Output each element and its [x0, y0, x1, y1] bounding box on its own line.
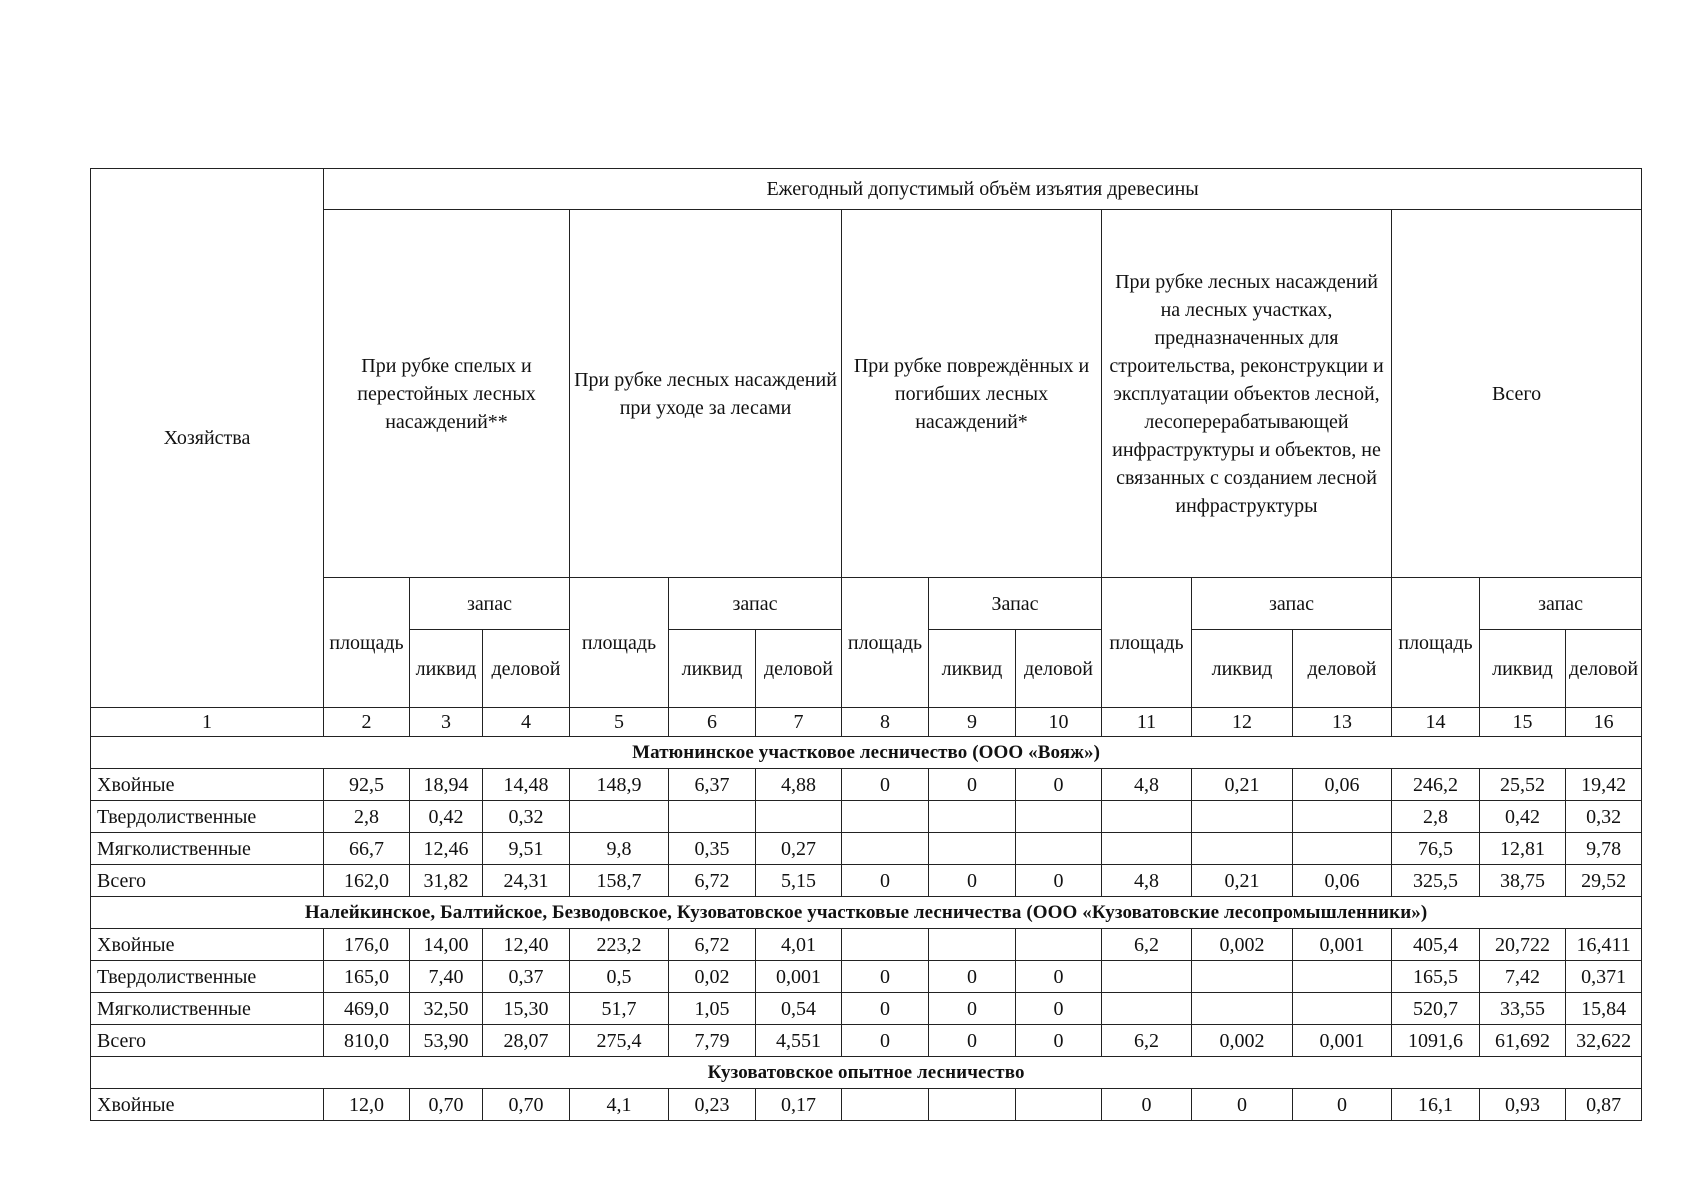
table-cell: 0,70 — [483, 1089, 570, 1121]
group-title-construction: При рубке лесных насаждений на лесных участках, предназначенных для строительства, реконструкции и эксплуатации объектов лесной, лесоперерабатывающей инфраструктуры и объектов, не связанных с созданием лесной инфраструктуры — [1102, 210, 1392, 578]
table-cell: 520,7 — [1392, 993, 1480, 1025]
table-cell: 0 — [842, 993, 929, 1025]
table-cell: 325,5 — [1392, 865, 1480, 897]
subheader-stock: запас — [1480, 578, 1642, 630]
table-cell: 7,40 — [410, 961, 483, 993]
table-cell: 0 — [1293, 1089, 1392, 1121]
table-cell: 275,4 — [570, 1025, 669, 1057]
table-cell: 4,551 — [756, 1025, 842, 1057]
table-cell — [1192, 801, 1293, 833]
table-cell — [1016, 833, 1102, 865]
table-cell: 6,37 — [669, 769, 756, 801]
table-cell: 4,8 — [1102, 769, 1192, 801]
subheader-area: площадь — [570, 578, 669, 708]
table-cell — [669, 801, 756, 833]
table-cell — [1102, 833, 1192, 865]
subheader-area: площадь — [1102, 578, 1192, 708]
table-cell: 0,5 — [570, 961, 669, 993]
table-cell — [1016, 929, 1102, 961]
species-label: Твердолиственные — [91, 961, 324, 993]
table-cell: 0 — [842, 865, 929, 897]
table-cell: 12,81 — [1480, 833, 1566, 865]
table-row — [91, 1089, 1642, 1121]
column-number: 7 — [756, 708, 842, 737]
subheader-business: деловой — [1016, 630, 1102, 708]
table-cell: 25,52 — [1480, 769, 1566, 801]
species-label: Хвойные — [91, 1089, 324, 1121]
table-cell: 405,4 — [1392, 929, 1480, 961]
species-label: Всего — [91, 1025, 324, 1057]
table-cell — [929, 1089, 1016, 1121]
column-number: 9 — [929, 708, 1016, 737]
table-cell: 24,31 — [483, 865, 570, 897]
table-cell: 148,9 — [570, 769, 669, 801]
column-number: 1 — [91, 708, 324, 737]
table-cell: 0 — [1192, 1089, 1293, 1121]
column-number: 8 — [842, 708, 929, 737]
table-cell: 18,94 — [410, 769, 483, 801]
table-cell: 38,75 — [1480, 865, 1566, 897]
table-row — [91, 1025, 1642, 1057]
subheader-liquid: ликвид — [669, 630, 756, 708]
table-cell: 15,84 — [1566, 993, 1642, 1025]
subheader-area: площадь — [842, 578, 929, 708]
table-cell — [1293, 961, 1392, 993]
table-cell: 14,48 — [483, 769, 570, 801]
table-cell — [1102, 993, 1192, 1025]
table-cell: 0,002 — [1192, 1025, 1293, 1057]
table-cell: 92,5 — [324, 769, 410, 801]
table-cell: 4,88 — [756, 769, 842, 801]
table-cell: 0 — [929, 1025, 1016, 1057]
table-cell: 0 — [929, 961, 1016, 993]
table-cell: 810,0 — [324, 1025, 410, 1057]
subheader-business: деловой — [1293, 630, 1392, 708]
column-number: 11 — [1102, 708, 1192, 737]
table-cell: 14,00 — [410, 929, 483, 961]
group-title-mature: При рубке спелых и перестойных лесных насаждений** — [324, 210, 570, 578]
table-cell: 29,52 — [1566, 865, 1642, 897]
table-cell: 469,0 — [324, 993, 410, 1025]
table-cell: 7,79 — [669, 1025, 756, 1057]
table-cell: 12,0 — [324, 1089, 410, 1121]
table-cell: 61,692 — [1480, 1025, 1566, 1057]
table-row — [91, 993, 1642, 1025]
table-cell: 5,15 — [756, 865, 842, 897]
table-cell: 53,90 — [410, 1025, 483, 1057]
table-cell: 2,8 — [324, 801, 410, 833]
table-cell: 19,42 — [1566, 769, 1642, 801]
table-cell: 162,0 — [324, 865, 410, 897]
table-cell: 0 — [1016, 961, 1102, 993]
table-cell: 1091,6 — [1392, 1025, 1480, 1057]
subheader-liquid: ликвид — [1480, 630, 1566, 708]
table-cell: 0,32 — [1566, 801, 1642, 833]
table-cell: 0 — [842, 769, 929, 801]
table-row — [91, 961, 1642, 993]
table-cell — [1293, 833, 1392, 865]
table-cell — [1293, 801, 1392, 833]
table-cell: 0 — [929, 769, 1016, 801]
section-title: Кузоватовское опытное лесничество — [91, 1057, 1642, 1089]
species-label: Хвойные — [91, 929, 324, 961]
section-row — [91, 1057, 1642, 1089]
table-cell: 0,21 — [1192, 769, 1293, 801]
group-title-care: При рубке лесных насаждений при уходе за лесами — [570, 210, 842, 578]
column-number: 2 — [324, 708, 410, 737]
section-row — [91, 737, 1642, 769]
subheader-area: площадь — [324, 578, 410, 708]
table-cell — [842, 1089, 929, 1121]
table-row — [91, 833, 1642, 865]
table-cell — [842, 833, 929, 865]
table-cell: 165,5 — [1392, 961, 1480, 993]
table-cell: 31,82 — [410, 865, 483, 897]
table-cell: 4,1 — [570, 1089, 669, 1121]
table-cell: 33,55 — [1480, 993, 1566, 1025]
table-cell — [929, 833, 1016, 865]
table-cell: 0,002 — [1192, 929, 1293, 961]
table-cell: 16,1 — [1392, 1089, 1480, 1121]
subheader-business: деловой — [483, 630, 570, 708]
table-cell: 0,371 — [1566, 961, 1642, 993]
table-cell: 0 — [929, 865, 1016, 897]
table-cell: 6,2 — [1102, 1025, 1192, 1057]
subheader-stock: запас — [669, 578, 842, 630]
table-cell — [929, 801, 1016, 833]
table-cell: 0 — [1102, 1089, 1192, 1121]
table-cell — [1192, 993, 1293, 1025]
table-cell: 6,72 — [669, 929, 756, 961]
table-cell: 0,17 — [756, 1089, 842, 1121]
table-cell: 0 — [929, 993, 1016, 1025]
table-cell: 4,01 — [756, 929, 842, 961]
subheader-liquid: ликвид — [410, 630, 483, 708]
table-row — [91, 801, 1642, 833]
table-cell: 0,93 — [1480, 1089, 1566, 1121]
table-cell — [570, 801, 669, 833]
table-cell: 176,0 — [324, 929, 410, 961]
table-cell: 0,35 — [669, 833, 756, 865]
table-cell — [756, 801, 842, 833]
table-cell: 9,78 — [1566, 833, 1642, 865]
table-cell: 0,001 — [1293, 929, 1392, 961]
section-title: Налейкинское, Балтийское, Безводовское, Кузоватовское участковые лесничества (ООО «Кузоватовские лесопромышленники») — [91, 897, 1642, 929]
column-number: 3 — [410, 708, 483, 737]
subheader-liquid: ликвид — [1192, 630, 1293, 708]
table-cell: 51,7 — [570, 993, 669, 1025]
table-cell: 66,7 — [324, 833, 410, 865]
table-cell: 9,51 — [483, 833, 570, 865]
subheader-business: деловой — [756, 630, 842, 708]
table-cell: 0,37 — [483, 961, 570, 993]
table-cell — [1192, 961, 1293, 993]
species-label: Всего — [91, 865, 324, 897]
table-cell — [929, 929, 1016, 961]
species-label: Хвойные — [91, 769, 324, 801]
table-cell — [1016, 801, 1102, 833]
table-cell: 32,50 — [410, 993, 483, 1025]
subheader-stock: запас — [1192, 578, 1392, 630]
table-cell — [1102, 801, 1192, 833]
table-cell: 6,72 — [669, 865, 756, 897]
table-cell: 0 — [1016, 769, 1102, 801]
subheader-area: площадь — [1392, 578, 1480, 708]
group-title-damaged: При рубке повреждённых и погибших лесных насаждений* — [842, 210, 1102, 578]
group-title-total: Всего — [1392, 210, 1642, 578]
table-cell: 165,0 — [324, 961, 410, 993]
table-cell: 0,06 — [1293, 769, 1392, 801]
table-cell — [1293, 993, 1392, 1025]
table-cell: 158,7 — [570, 865, 669, 897]
table-cell: 12,46 — [410, 833, 483, 865]
table-cell: 0,27 — [756, 833, 842, 865]
subheader-stock: запас — [410, 578, 570, 630]
table-cell: 246,2 — [1392, 769, 1480, 801]
table-cell: 223,2 — [570, 929, 669, 961]
section-title: Матюнинское участковое лесничество (ООО «Вояж») — [91, 737, 1642, 769]
table-cell: 2,8 — [1392, 801, 1480, 833]
forest-harvest-table — [90, 168, 1642, 1121]
table-cell: 15,30 — [483, 993, 570, 1025]
column-number: 10 — [1016, 708, 1102, 737]
table-cell — [1016, 1089, 1102, 1121]
table-cell: 16,411 — [1566, 929, 1642, 961]
main-title: Ежегодный допустимый объём изъятия древесины — [324, 169, 1642, 210]
table-cell: 0,23 — [669, 1089, 756, 1121]
table-cell: 28,07 — [483, 1025, 570, 1057]
table-cell: 0,001 — [756, 961, 842, 993]
table-row — [91, 769, 1642, 801]
subheader-business: деловой — [1566, 630, 1642, 708]
column-number: 13 — [1293, 708, 1392, 737]
table-cell: 1,05 — [669, 993, 756, 1025]
table-cell — [842, 801, 929, 833]
column-number-row — [91, 708, 1642, 737]
column-number: 6 — [669, 708, 756, 737]
table-cell: 0,54 — [756, 993, 842, 1025]
table-row — [91, 865, 1642, 897]
table-cell: 6,2 — [1102, 929, 1192, 961]
table-cell: 32,622 — [1566, 1025, 1642, 1057]
table-cell: 12,40 — [483, 929, 570, 961]
table-cell: 20,722 — [1480, 929, 1566, 961]
table-cell: 0,87 — [1566, 1089, 1642, 1121]
table-cell: 0 — [842, 1025, 929, 1057]
column-number: 14 — [1392, 708, 1480, 737]
species-label: Твердолиственные — [91, 801, 324, 833]
table-cell — [1102, 961, 1192, 993]
table-cell: 0,02 — [669, 961, 756, 993]
species-label: Мягколиственные — [91, 993, 324, 1025]
table-cell — [1192, 833, 1293, 865]
table-cell: 0,70 — [410, 1089, 483, 1121]
column-number: 4 — [483, 708, 570, 737]
table-cell: 0,001 — [1293, 1025, 1392, 1057]
table-cell: 0 — [1016, 993, 1102, 1025]
column-number: 16 — [1566, 708, 1642, 737]
table-cell: 76,5 — [1392, 833, 1480, 865]
section-row — [91, 897, 1642, 929]
table-cell: 0 — [842, 961, 929, 993]
subheader-stock: Запас — [929, 578, 1102, 630]
table-cell: 0,42 — [1480, 801, 1566, 833]
table-cell: 0,32 — [483, 801, 570, 833]
table-cell: 0 — [1016, 865, 1102, 897]
column-number: 15 — [1480, 708, 1566, 737]
subheader-liquid: ликвид — [929, 630, 1016, 708]
table-row — [91, 929, 1642, 961]
row-label-header: Хозяйства — [91, 169, 324, 708]
species-label: Мягколиственные — [91, 833, 324, 865]
table-cell: 0,42 — [410, 801, 483, 833]
table-cell: 9,8 — [570, 833, 669, 865]
table-cell: 7,42 — [1480, 961, 1566, 993]
table-cell: 4,8 — [1102, 865, 1192, 897]
table-cell: 0,06 — [1293, 865, 1392, 897]
column-number: 5 — [570, 708, 669, 737]
table-cell — [842, 929, 929, 961]
column-number: 12 — [1192, 708, 1293, 737]
table-cell: 0,21 — [1192, 865, 1293, 897]
table-cell: 0 — [1016, 1025, 1102, 1057]
